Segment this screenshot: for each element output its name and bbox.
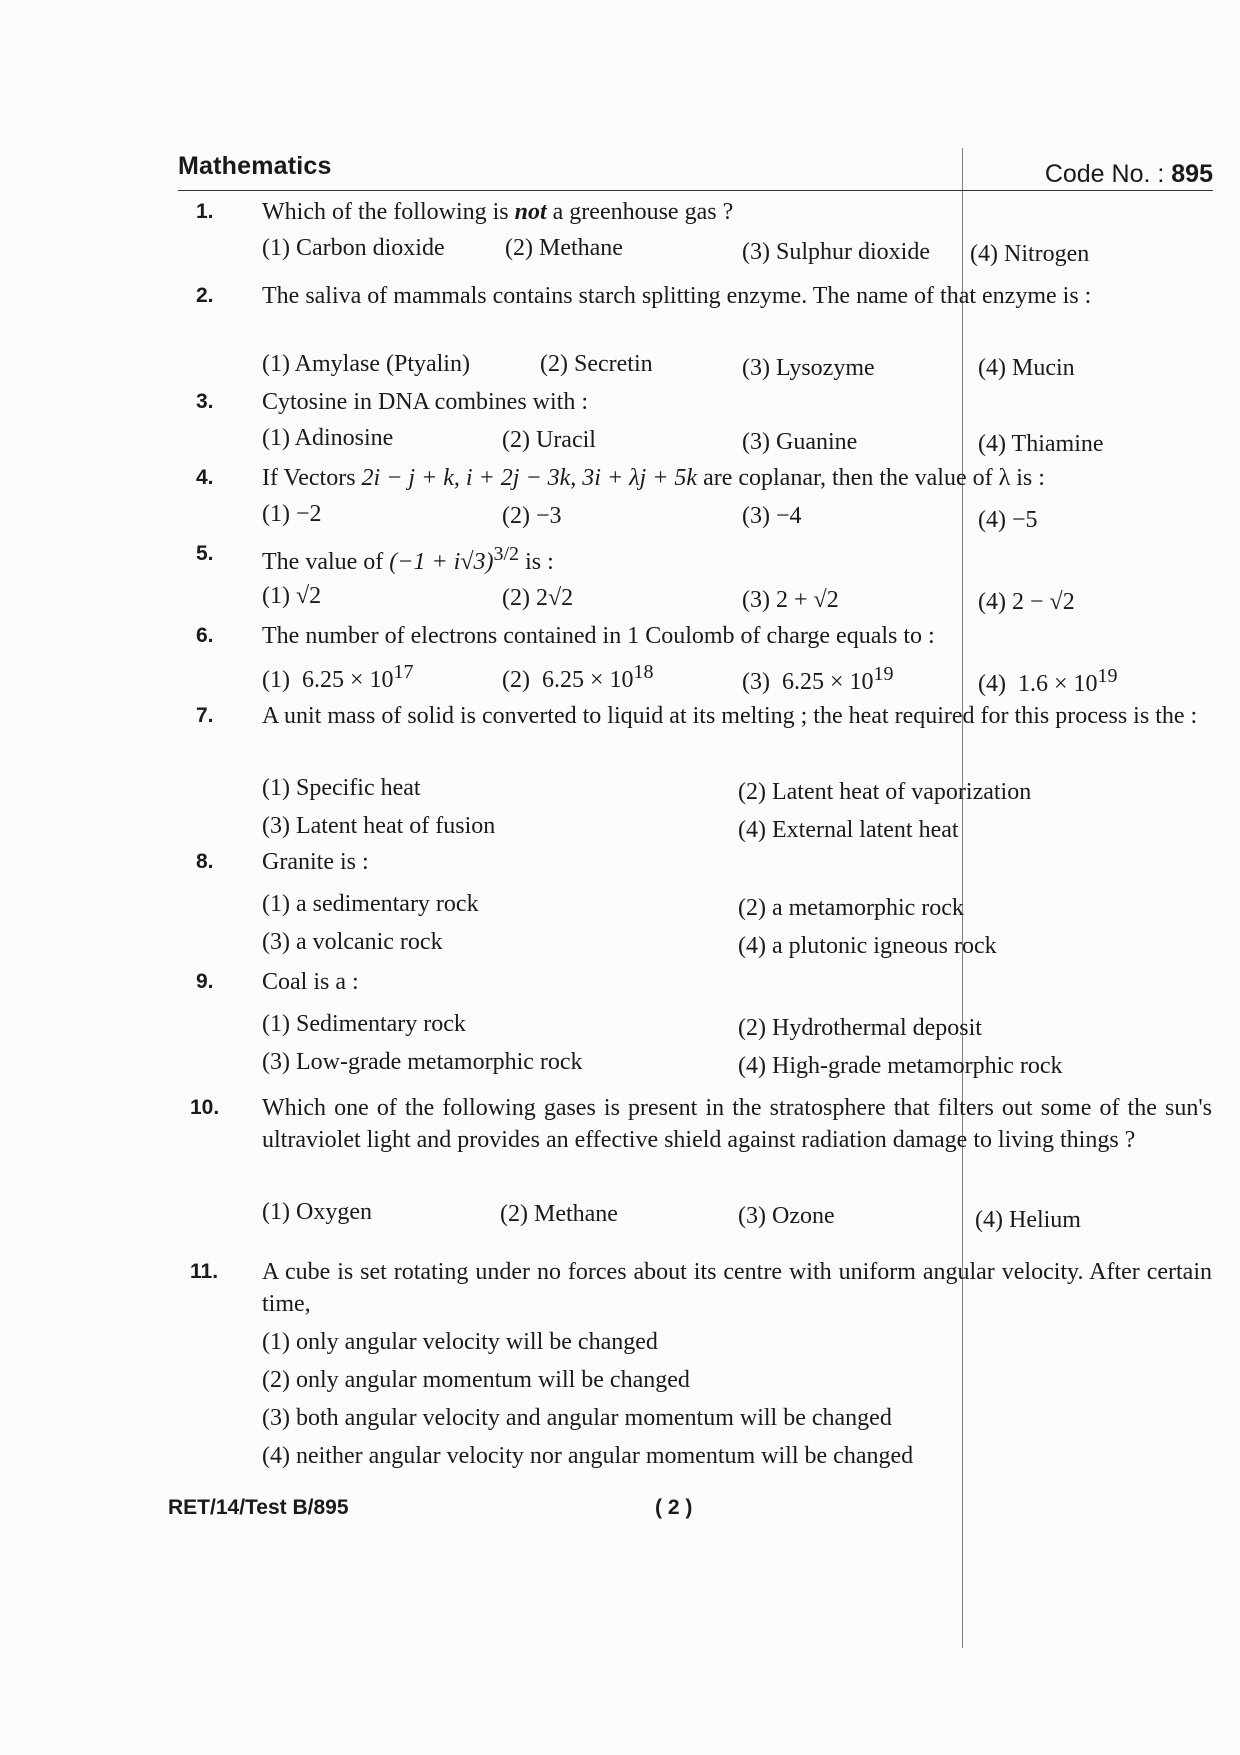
question-text: Which one of the following gases is present in the stratosphere that filters out some of the sun's ultraviolet light and provides an effective shield against radiation damage to living things ?	[262, 1095, 1212, 1153]
option-4: (4) $1.6 \times 10^{19}$	[978, 665, 1118, 697]
option-1: (1) Sedimentary rock	[262, 1011, 466, 1037]
option-3: (3) 2 + √2	[742, 587, 839, 613]
code-number	[1045, 160, 1213, 189]
option-2: (2) a metamorphic rock	[738, 895, 964, 921]
question-text: Which of the following is not a greenhouse gas ?	[262, 199, 734, 225]
option-4: (4) High-grade metamorphic rock	[738, 1053, 1063, 1079]
vector-expression: 2i − j + k, i + 2j − 3k, 3i + λj + 5k	[361, 465, 698, 491]
option-4: (4) Mucin	[978, 355, 1075, 381]
option-4: (4) neither angular velocity nor angular momentum will be changed	[262, 1443, 914, 1469]
option-4: (4) 2 − √2	[978, 589, 1075, 615]
option-2: (2) Methane	[505, 235, 623, 261]
question-number: 7.	[196, 704, 214, 727]
option-3: (3) a volcanic rock	[262, 929, 443, 955]
question-number: 11.	[190, 1260, 219, 1283]
option-4: (4) Helium	[975, 1207, 1081, 1233]
page-header	[178, 150, 1213, 191]
question-text: Coal is a :	[262, 969, 359, 995]
option-2: (2) only angular momentum will be changed	[262, 1367, 690, 1393]
question-number: 3.	[196, 390, 214, 413]
option-3: (3) Latent heat of fusion	[262, 813, 496, 839]
footer-code: RET/14/Test B/895	[168, 1496, 349, 1519]
option-2: (2) −3	[502, 503, 562, 529]
option-3: (3) Sulphur dioxide	[742, 239, 930, 265]
question-text: A unit mass of solid is converted to liquid at its melting ; the heat required for this process is the :	[262, 703, 1198, 729]
option-4: (4) a plutonic igneous rock	[738, 933, 997, 959]
option-2: (2) $6.25 \times 10^{18}$	[502, 661, 654, 693]
option-1: (1) Carbon dioxide	[262, 235, 445, 261]
emphasis-not: not	[514, 199, 547, 225]
question-number: 5.	[196, 542, 214, 565]
option-4: (4) Thiamine	[978, 431, 1104, 457]
option-3: (3) Ozone	[738, 1203, 835, 1229]
complex-expression: (−1 + i√3)	[389, 549, 494, 575]
code-value: 895	[1171, 160, 1213, 188]
option-3: (3) Lysozyme	[742, 355, 875, 381]
option-2: (2) 2√2	[502, 585, 574, 611]
question-text: The number of electrons contained in 1 Coulomb of charge equals to :	[262, 623, 935, 649]
option-1: (1) only angular velocity will be changed	[262, 1329, 658, 1355]
option-1: (1) Amylase (Ptyalin)	[262, 351, 470, 377]
option-4: (4) External latent heat	[738, 817, 959, 843]
option-1: (1) √2	[262, 583, 322, 609]
option-3: (3) Guanine	[742, 429, 858, 455]
question-number: 8.	[196, 850, 214, 873]
option-3: (3) both angular velocity and angular momentum will be changed	[262, 1405, 892, 1431]
question-number: 2.	[196, 284, 214, 307]
question-number: 1.	[196, 200, 214, 223]
question-number: 9.	[196, 970, 214, 993]
option-4: (4) Nitrogen	[970, 241, 1090, 267]
subject-title: Mathematics	[178, 152, 332, 180]
option-1: (1) $6.25 \times 10^{17}$	[262, 661, 414, 693]
question-text: If Vectors 2i − j + k, i + 2j − 3k, 3i + λj + 5k are coplanar, then the value of λ is :	[262, 465, 1045, 491]
question-text: A cube is set rotating under no forces about its centre with uniform angular velocity. After certain time,	[262, 1259, 1212, 1317]
question-text: The saliva of mammals contains starch splitting enzyme. The name of that enzyme is :	[262, 283, 1092, 309]
option-1: (1) a sedimentary rock	[262, 891, 479, 917]
option-2: (2) Hydrothermal deposit	[738, 1015, 982, 1041]
option-2: (2) Latent heat of vaporization	[738, 779, 1032, 805]
question-text: The value of $(-1 + i√3)^{3/2}$ is :	[262, 543, 554, 575]
option-1: (1) Specific heat	[262, 775, 421, 801]
option-1: (1) Oxygen	[262, 1199, 372, 1225]
question-text: Cytosine in DNA combines with :	[262, 389, 588, 415]
option-2: (2) Methane	[500, 1201, 618, 1227]
option-4: (4) −5	[978, 507, 1038, 533]
option-3: (3) Low-grade metamorphic rock	[262, 1049, 583, 1075]
question-number: 6.	[196, 624, 214, 647]
option-3: (3) $6.25 \times 10^{19}$	[742, 663, 894, 695]
option-3: (3) −4	[742, 503, 802, 529]
page-number: ( 2 )	[655, 1496, 693, 1519]
exponent: 3/2	[493, 543, 520, 565]
question-text: Granite is :	[262, 849, 369, 875]
code-label: Code No. :	[1044, 160, 1165, 188]
question-number: 4.	[196, 466, 214, 489]
option-2: (2) Secretin	[540, 351, 653, 377]
option-2: (2) Uracil	[502, 427, 596, 453]
question-number: 10.	[190, 1096, 220, 1119]
option-1: (1) −2	[262, 501, 322, 527]
option-1: (1) Adinosine	[262, 425, 394, 451]
